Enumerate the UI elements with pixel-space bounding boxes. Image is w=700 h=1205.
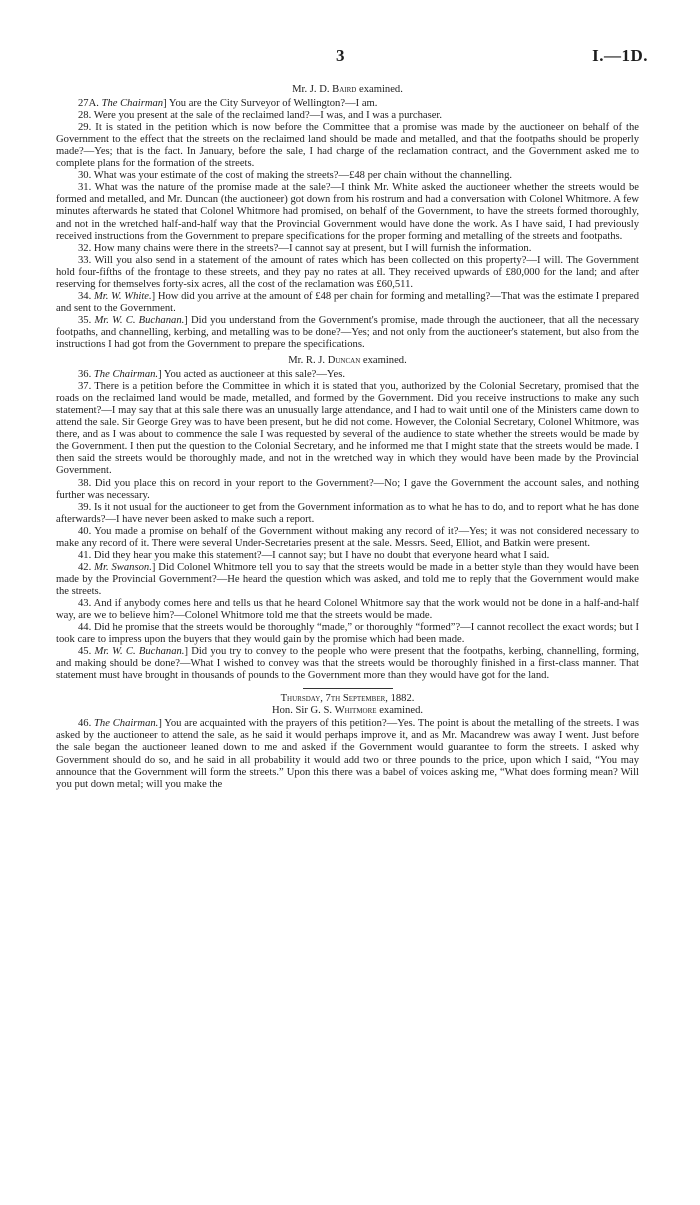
- question-number: 43.: [78, 597, 92, 609]
- testimony-paragraph: [56, 110, 639, 122]
- paragraph-text: And if anybody comes here and tells us that he heard Colonel Whitmore say that the work would not be done in a half-and-half way, are we to believe him?—Colonel Whitmore told me that the streets would be made.: [56, 597, 639, 622]
- paragraph-text: ] Did you try to convey to the people who were present that the footpaths, kerbing, channelling, forming, and making should be done?—What I wished to convey was that the streets would be thoroughly finished in a first-class manner. That statement must have brought in thousands of pounds to the Government more than they would have got for the land.: [56, 646, 639, 682]
- page-header: [0, 46, 700, 70]
- question-number: 31.: [78, 182, 92, 194]
- speaker-name: Mr. W. C. Buchanan.: [94, 646, 185, 658]
- paragraph-text: You made a promise on behalf of the Government without making any record of it?—Yes; it was not considered necessary to make any record of it. There were several Under-Secretaries present at the sale. Messrs. Seed, Elliot, and Batkin were present.: [56, 525, 639, 549]
- question-number: 27A.: [78, 98, 99, 110]
- testimony-paragraph: [56, 98, 639, 110]
- speaker-name: Mr. W. C. Buchanan.: [94, 314, 185, 326]
- question-number: 35.: [78, 314, 92, 326]
- paragraph-text: Did he promise that the streets would be thoroughly “made,” or thoroughly “formed”?—I cannot recollect the exact words; but I took care to impress upon the buyers that they would gain by the promise which had been made.: [56, 622, 639, 646]
- paragraph-text: How many chains were there in the streets?—I cannot say at present, but I will furnish the information.: [93, 242, 532, 254]
- speaker-name: The Chairman: [101, 98, 164, 110]
- paragraph-text: Were you present at the sale of the reclaimed land?—I was, and I was a purchaser.: [93, 110, 443, 122]
- testimony-paragraph: [56, 598, 639, 622]
- testimony-paragraph: [56, 502, 639, 526]
- question-number: 46.: [78, 718, 92, 730]
- section-paragraphs: [56, 718, 639, 790]
- paragraph-text: ] Did Colonel Whitmore tell you to say that the streets would be made in a better style than they would have been made by the Provincial Government?—He heard the question which was asked, and told me to reply that the Government would make the streets.: [56, 561, 639, 597]
- page-number: 3: [336, 46, 345, 65]
- paragraph-text: There is a petition before the Committee in which it is stated that you, authorized by the Colonial Secretary, promised that the roads on the reclaimed land would be made, metalled, and formed by the Government. Did you receive instructions to make any such statement?—I may say that at this sale there was an unusually large attendance, and I had to wait until one of the Ministers came down to attend the sale. Sir George Grey was to have been present, but he did not come. However, the Colonial Secretary, Colonel Whitmore, was there, and as I was about to commence the sale I was requested by several of the audience to state whether the streets would be made by the Government. I then put the question to the Colonial Secretary, and he informed me that I might state that the streets would be made. I then said the streets would be thoroughly made, and not in the wretched way in which they would have been made by the Provincial Government.: [56, 381, 639, 477]
- testimony-paragraph: [56, 718, 639, 790]
- section-divider: [303, 688, 393, 689]
- paragraph-text: ] You are the City Surveyor of Wellington?—I am.: [163, 98, 378, 110]
- testimony-paragraph: [56, 526, 639, 550]
- testimony-paragraph: [56, 243, 639, 255]
- testimony-paragraph: [56, 170, 639, 182]
- testimony-paragraph: [56, 291, 639, 315]
- question-number: 45.: [78, 646, 92, 658]
- paragraph-text: Did they hear you make this statement?—I cannot say; but I have no doubt that everyone heard what I said.: [93, 549, 550, 561]
- testimony-paragraph: [56, 255, 639, 291]
- speaker-name: The Chairman.: [93, 369, 159, 381]
- speaker-name: The Chairman.: [94, 718, 159, 730]
- document-reference: I.—1D.: [592, 46, 648, 65]
- testimony-paragraph: [56, 646, 639, 682]
- question-number: 29.: [78, 122, 92, 134]
- question-number: 34.: [78, 290, 92, 302]
- testimony-paragraph: [56, 622, 639, 646]
- testimony-paragraph: [56, 381, 639, 477]
- paragraph-text: Is it not usual for the auctioneer to get from the Government information as to what he has to do, and to report what he has done afterwards?—I have never been asked to make such a report.: [56, 501, 639, 525]
- question-number: 38.: [78, 477, 92, 489]
- section-paragraphs: [56, 369, 639, 682]
- testimony-paragraph: [56, 562, 639, 598]
- question-number: 42.: [78, 561, 92, 573]
- question-number: 40.: [78, 525, 92, 537]
- paragraph-text: What was the nature of the promise made at the sale?—I think Mr. White asked the auctioneer whether the streets would be formed and metalled, and Mr. Duncan (the auctioneer) got down from his rostrum and had a conversation with Colonel Whitmore. A few minutes afterwards he stated that Colonel Whitmore had promised, on behalf of the Government, to have the streets formed thoroughly, and not in the wretched half-and-half way that the Provincial Government would have done the work. As I have said, I had previously received instructions from the Government to prepare specifications for the proper forming and metalling of the streets and footpaths.: [56, 182, 639, 242]
- question-number: 41.: [78, 549, 92, 561]
- question-number: 36.: [78, 369, 92, 381]
- paragraph-text: It is stated in the petition which is now before the Committee that a promise was made by the auctioneer on behalf of the Government to the effect that the streets on the reclaimed land should be made and metalled, and that the footpaths should be properly made?—Yes; that is the fact. In January, before the sale, I had charge of the reclamation contract, and the Government asked me to complete plans for the formation of the streets.: [56, 122, 639, 170]
- testimony-paragraph: [56, 369, 639, 381]
- date-line: Thursday, 7th September, 1882.: [280, 693, 415, 705]
- paragraph-text: ] Did you understand from the Government's promise, made through the auctioneer, that all the necessary footpaths, and channelling, kerbing, and metalling was to be done?—Yes; and not only from the auctioneer's statement, but also from the instructions I had got from the Government to prepare the specifications.: [56, 314, 639, 350]
- body-text: [56, 80, 639, 791]
- paragraph-text: Did you place this on record in your report to the Government?—No; I gave the Government the account sales, and nothing further was necessary.: [56, 477, 639, 501]
- question-number: 32.: [78, 242, 92, 254]
- question-number: 44.: [78, 622, 92, 634]
- testimony-paragraph: [56, 182, 639, 242]
- testimony-paragraph: [56, 478, 639, 502]
- testimony-paragraph: [56, 550, 639, 562]
- witness-heading: Mr. R. J. Duncan examined.: [288, 355, 407, 367]
- witness-heading: Hon. Sir G. S. Whitmore examined.: [271, 705, 424, 717]
- paragraph-text: Will you also send in a statement of the amount of rates which has been collected on this property?—I will. The Government hold four-fifths of the frontage to these streets, and they pay no rates at all. They received upwards of £80,000 for the land; and after reserving for themselves forty-six acres, all the cost of the reclamation was £60,511.: [56, 254, 639, 290]
- paragraph-text: ] How did you arrive at the amount of £48 per chain for forming and metalling?—That was the estimate I prepared and sent to the Government.: [56, 290, 640, 314]
- question-number: 39.: [78, 501, 92, 513]
- witness-heading: Mr. J. D. Baird examined.: [292, 84, 403, 95]
- paragraph-text: ] You are acquainted with the prayers of this petition?—Yes. The point is about the metalling of the streets. I was asked by the auctioneer to attend the sale, as he said it would perhaps improve it, and as Mr. Macandrew was away I went. Just before the sale began the auctioneer leaned down to me and asked if the Government would guarantee to form the streets. I asked why Government should do so, and he said in all probability it would add two or three pounds to the price, upon which I said, “You may announce that the Government will form the streets.” Upon this there was a babel of voices asking me, “What does forming mean? Will you put down metal; will you make the: [56, 718, 639, 790]
- testimony-paragraph: [56, 122, 639, 170]
- section-paragraphs: [56, 98, 639, 351]
- speaker-name: Mr. Swanson.: [94, 561, 152, 573]
- paragraph-text: What was your estimate of the cost of making the streets?—£48 per chain without the channelling.: [93, 170, 513, 182]
- question-number: 37.: [78, 381, 92, 393]
- testimony-paragraph: [56, 315, 639, 351]
- question-number: 30.: [78, 170, 92, 182]
- paragraph-text: ] You acted as auctioneer at this sale?—Yes.: [158, 369, 345, 381]
- question-number: 28.: [78, 110, 92, 122]
- speaker-name: Mr. W. White.: [93, 290, 152, 302]
- question-number: 33.: [78, 254, 92, 266]
